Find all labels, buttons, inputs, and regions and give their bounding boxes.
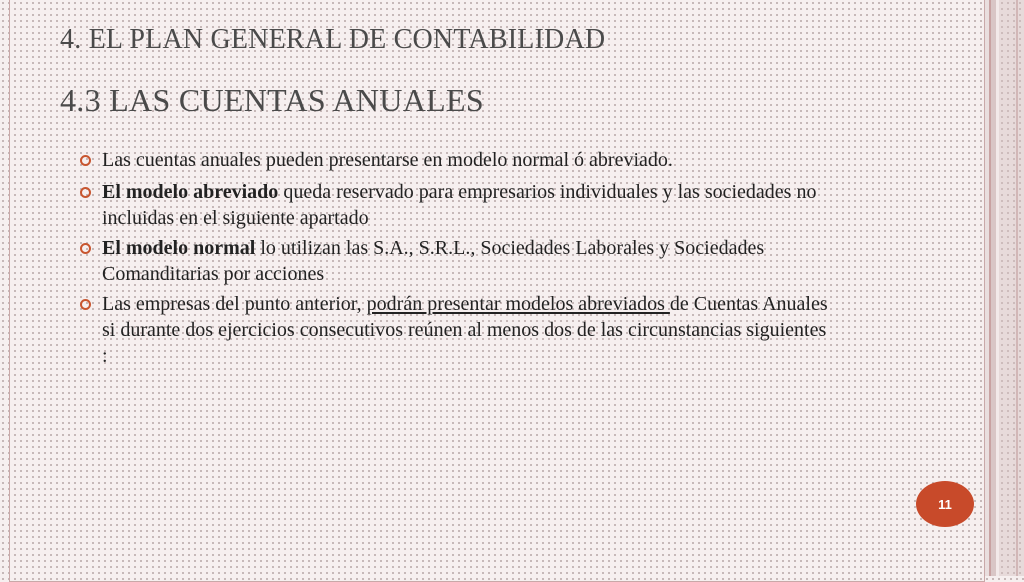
side-stripe — [1016, 0, 1018, 576]
circle-bullet-icon — [80, 155, 91, 166]
list-item — [76, 147, 836, 173]
bullet-text — [102, 235, 836, 287]
page-number-badge: 11 — [916, 481, 974, 527]
list-item — [76, 179, 836, 231]
bullet-list — [76, 147, 836, 373]
bullet-text — [102, 179, 836, 231]
bullet-text-run: de Cuentas Anuales si durante dos ejercicios consecutivos reúnen al menos dos de las circunstancias siguientes : — [102, 293, 828, 367]
bullet-text — [102, 291, 836, 369]
bullet-text — [102, 147, 836, 173]
list-item — [76, 291, 836, 369]
bullet-text-run: Las cuentas anuales pueden presentarse en modelo normal ó abreviado. — [102, 149, 673, 171]
circle-bullet-icon — [80, 187, 91, 198]
circle-bullet-icon — [80, 299, 91, 310]
bullet-text-run: lo utilizan las S.A., S.R.L., Sociedades Laborales y Sociedades Comanditarias por acciones — [102, 237, 765, 285]
bullet-text-run: Las empresas del punto anterior, — [102, 293, 367, 315]
list-item — [76, 235, 836, 287]
bullet-bold-run: El modelo normal — [102, 237, 256, 259]
bullet-text-run: queda reservado para empresarios individuales y las sociedades no incluidas en el siguiente apartado — [102, 181, 817, 229]
bullet-bold-run: El modelo abreviado — [102, 181, 279, 203]
circle-bullet-icon — [80, 243, 91, 254]
bullet-underlined-run: podrán presentar modelos abreviados — [366, 293, 670, 315]
slide-subtitle: 4.3 LAS CUENTAS ANUALES — [60, 82, 484, 118]
slide-title: 4. EL PLAN GENERAL DE CONTABILIDAD — [60, 24, 606, 55]
side-stripe — [999, 0, 1024, 576]
